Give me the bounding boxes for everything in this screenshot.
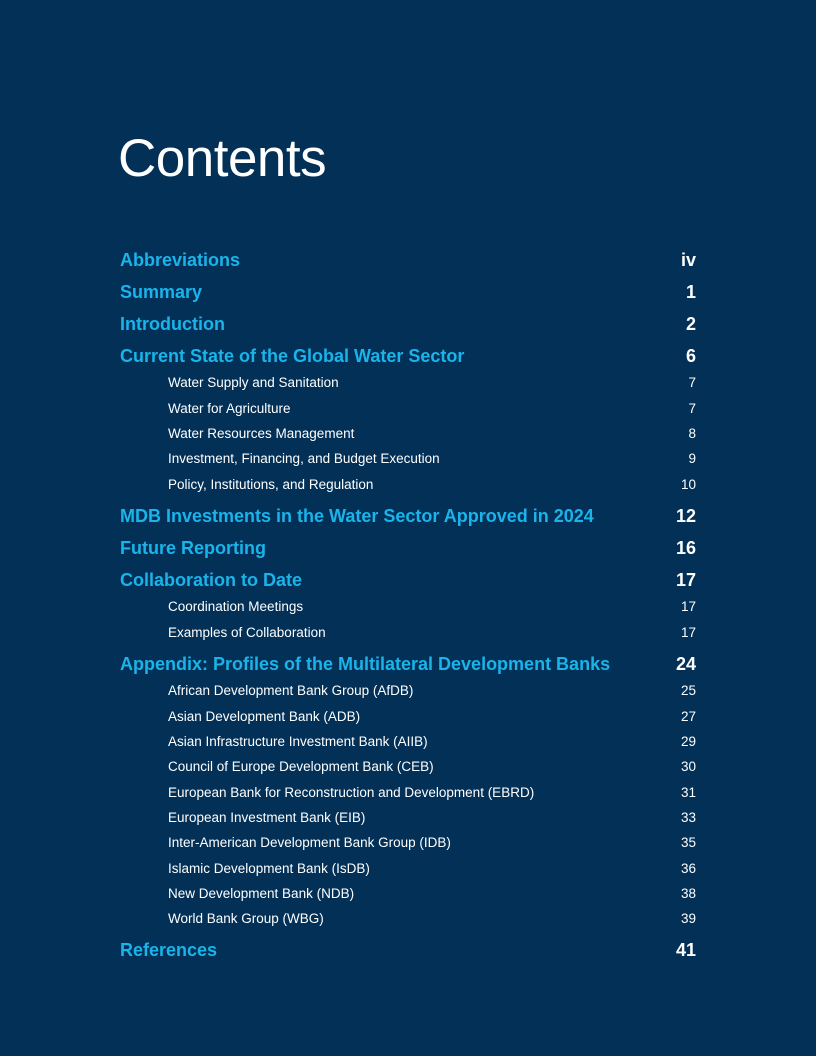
toc-subsection-entry[interactable] <box>120 424 696 444</box>
toc-entry-page-number: 29 <box>680 734 696 749</box>
toc-entry-label: Asian Development Bank (ADB) <box>168 709 361 724</box>
toc-subsection-entry[interactable] <box>120 597 696 617</box>
toc-entry-page-number: 17 <box>680 625 696 640</box>
toc-entry-label: Future Reporting <box>120 538 266 558</box>
toc-entry-label: World Bank Group (WBG) <box>168 911 324 926</box>
toc-entry-page-number: 10 <box>680 477 696 492</box>
toc-section-entry[interactable] <box>120 536 696 560</box>
toc-entry-label: African Development Bank Group (AfDB) <box>168 683 414 698</box>
toc-entry-page-number: 7 <box>688 401 696 416</box>
toc-entry-page-number: 27 <box>680 709 696 724</box>
toc-entry-label: Islamic Development Bank (IsDB) <box>168 861 370 876</box>
toc-entry-label: Asian Infrastructure Investment Bank (AIIB) <box>168 734 428 749</box>
toc-entry-page-number: 6 <box>685 346 696 366</box>
toc-section-entry[interactable] <box>120 568 696 592</box>
toc-subsection-entry[interactable] <box>120 399 696 419</box>
toc-subsection-entry[interactable] <box>120 681 696 701</box>
toc-entry-label: Examples of Collaboration <box>168 625 326 640</box>
toc-subsection-entry[interactable] <box>120 707 696 727</box>
toc-entry-page-number: 30 <box>680 759 696 774</box>
toc-section-entry[interactable] <box>120 344 696 368</box>
toc-subsection-entry[interactable] <box>120 373 696 393</box>
toc-section-entry[interactable] <box>120 248 696 272</box>
toc-entry-page-number: iv <box>680 250 696 270</box>
toc-entry-page-number: 38 <box>680 886 696 901</box>
toc-entry-page-number: 25 <box>680 683 696 698</box>
toc-entry-label: Appendix: Profiles of the Multilateral Development Banks <box>120 654 611 674</box>
toc-entry-label: Council of Europe Development Bank (CEB) <box>168 759 434 774</box>
toc-entry-label: Current State of the Global Water Sector <box>120 346 465 366</box>
toc-entry-label: MDB Investments in the Water Sector Approved in 2024 <box>120 506 594 526</box>
toc-entry-page-number: 31 <box>680 785 696 800</box>
toc-entry-label: European Investment Bank (EIB) <box>168 810 366 825</box>
toc-section-entry[interactable] <box>120 652 696 676</box>
toc-entry-page-number: 7 <box>688 375 696 390</box>
toc-entry-label: Water for Agriculture <box>168 401 291 416</box>
toc-section-entry[interactable] <box>120 312 696 336</box>
toc-entry-page-number: 24 <box>675 654 696 674</box>
toc-entry-label: Policy, Institutions, and Regulation <box>168 477 374 492</box>
toc-entry-page-number: 1 <box>685 282 696 302</box>
toc-entry-label: Investment, Financing, and Budget Execution <box>168 451 440 466</box>
toc-entry-label: Abbreviations <box>120 250 241 270</box>
toc-subsection-entry[interactable] <box>120 475 696 495</box>
toc-section-entry[interactable] <box>120 280 696 304</box>
toc-entry-page-number: 2 <box>685 314 696 334</box>
toc-subsection-entry[interactable] <box>120 909 696 929</box>
toc-entry-page-number: 17 <box>675 570 696 590</box>
toc-entry-page-number: 17 <box>680 599 696 614</box>
toc-entry-label: Inter-American Development Bank Group (IDB) <box>168 835 451 850</box>
toc-entry-page-number: 9 <box>688 451 696 466</box>
toc-subsection-entry[interactable] <box>120 833 696 853</box>
toc-entry-label: Collaboration to Date <box>120 570 303 590</box>
toc-entry-page-number: 8 <box>688 426 696 441</box>
toc-entry-label: Coordination Meetings <box>168 599 304 614</box>
toc-entry-page-number: 39 <box>680 911 696 926</box>
toc-entry-page-number: 36 <box>680 861 696 876</box>
toc-entry-label: European Bank for Reconstruction and Development (EBRD) <box>168 785 535 800</box>
toc-entry-label: References <box>120 940 218 960</box>
toc-entry-page-number: 35 <box>680 835 696 850</box>
toc-entry-label: Water Supply and Sanitation <box>168 375 339 390</box>
toc-subsection-entry[interactable] <box>120 783 696 803</box>
toc-subsection-entry[interactable] <box>120 449 696 469</box>
toc-subsection-entry[interactable] <box>120 757 696 777</box>
toc-entry-label: New Development Bank (NDB) <box>168 886 355 901</box>
toc-subsection-entry[interactable] <box>120 732 696 752</box>
toc-entry-page-number: 12 <box>675 506 696 526</box>
toc-entry-page-number: 41 <box>675 940 696 960</box>
toc-entry-label: Water Resources Management <box>168 426 355 441</box>
toc-subsection-entry[interactable] <box>120 884 696 904</box>
toc-entry-page-number: 16 <box>675 538 696 558</box>
toc-entry-page-number: 33 <box>680 810 696 825</box>
toc-entry-label: Introduction <box>120 314 225 334</box>
toc-subsection-entry[interactable] <box>120 808 696 828</box>
toc-subsection-entry[interactable] <box>120 859 696 879</box>
toc-subsection-entry[interactable] <box>120 623 696 643</box>
toc-entry-label: Summary <box>120 282 203 302</box>
toc-section-entry[interactable] <box>120 504 696 528</box>
toc-section-entry[interactable] <box>120 938 696 962</box>
page-title: Contents <box>118 129 327 188</box>
